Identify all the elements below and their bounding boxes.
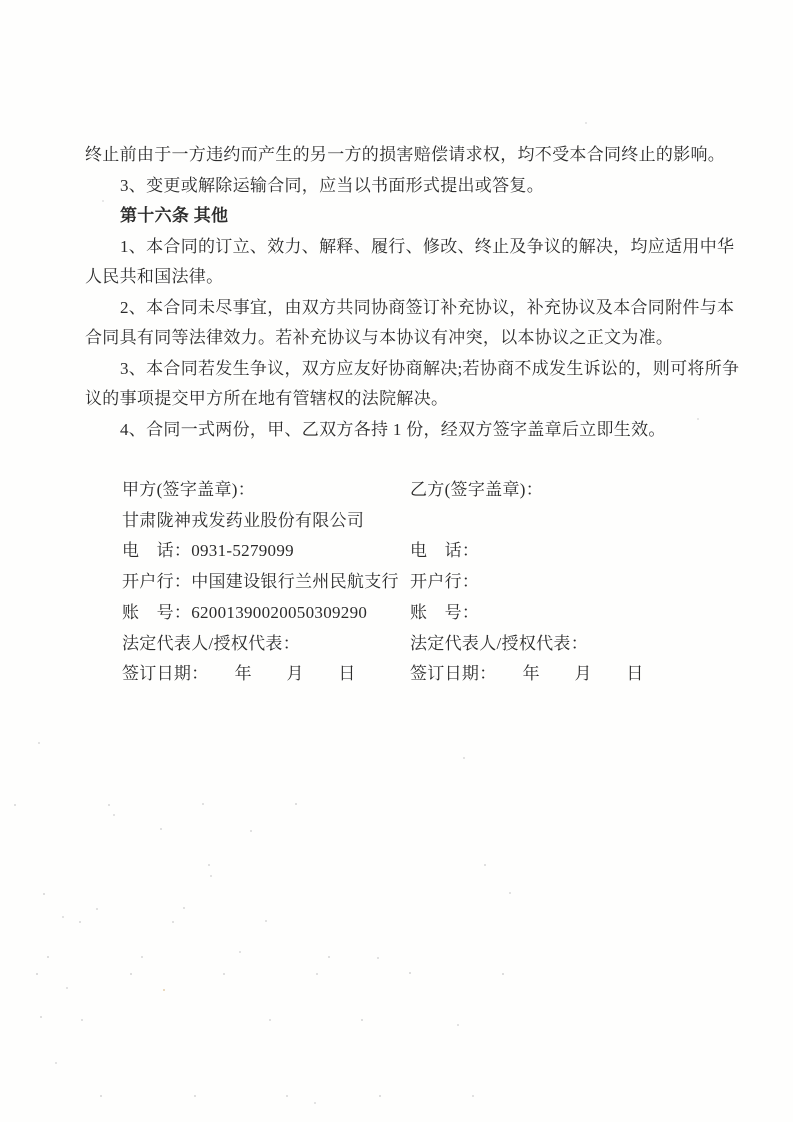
clause-line: 4、合同一式两份，甲、乙双方各持 1 份，经双方签字盖章后立即生效。 [120,419,666,439]
party-a-phone: 电 话：0931-5279099 [122,541,294,561]
clause-line: 3、变更或解除运输合同，应当以书面形式提出或答复。 [120,175,544,195]
section-heading: 第十六条 其他 [120,206,229,225]
party-a-account: 账 号：62001390020050309290 [122,602,368,622]
scan-noise [0,0,2,2]
party-a-legal-rep: 法定代表人/授权代表： [122,633,301,653]
clause-line: 3、本合同若发生争议，双方应友好协商解决;若协商不成发生诉讼的，则可将所争 [120,358,740,378]
clause-line: 人民共和国法律。 [85,267,224,286]
party-b-signature-block [410,475,644,690]
party-a-company: 甘肃陇神戎发药业股份有限公司 [122,510,365,530]
contract-clauses [85,140,740,445]
party-b-legal-rep: 法定代表人/授权代表： [410,633,589,653]
party-b-account: 账 号： [410,602,480,622]
party-a-signature-block [122,475,399,690]
party-a-bank: 开户行：中国建设银行兰州民航支行 [122,572,399,592]
party-a-sign-date: 签订日期： 年 月 日 [122,664,356,684]
clause-line: 1、本合同的订立、效力、解释、履行、修改、终止及争议的解决，均应适用中华 [120,236,735,256]
clause-line: 终止前由于一方违约而产生的另一方的损害赔偿请求权，均不受本合同终止的影响。 [85,145,726,164]
party-b-sign-date: 签订日期： 年 月 日 [410,664,644,684]
party-a-title: 甲方(签字盖章)： [122,480,256,499]
party-b-bank: 开户行： [410,572,480,592]
clause-line: 合同具有同等法律效力。若补充协议与本协议有冲突，以本协议之正文为准。 [85,328,674,347]
party-b-company [410,506,644,537]
party-b-phone: 电 话： [410,541,480,561]
party-b-title: 乙方(签字盖章)： [410,480,544,499]
clause-line: 议的事项提交甲方所在地有管辖权的法院解决。 [85,389,449,408]
clause-line: 2、本合同未尽事宜，由双方共同协商签订补充协议，补充协议及本合同附件与本 [120,297,735,317]
